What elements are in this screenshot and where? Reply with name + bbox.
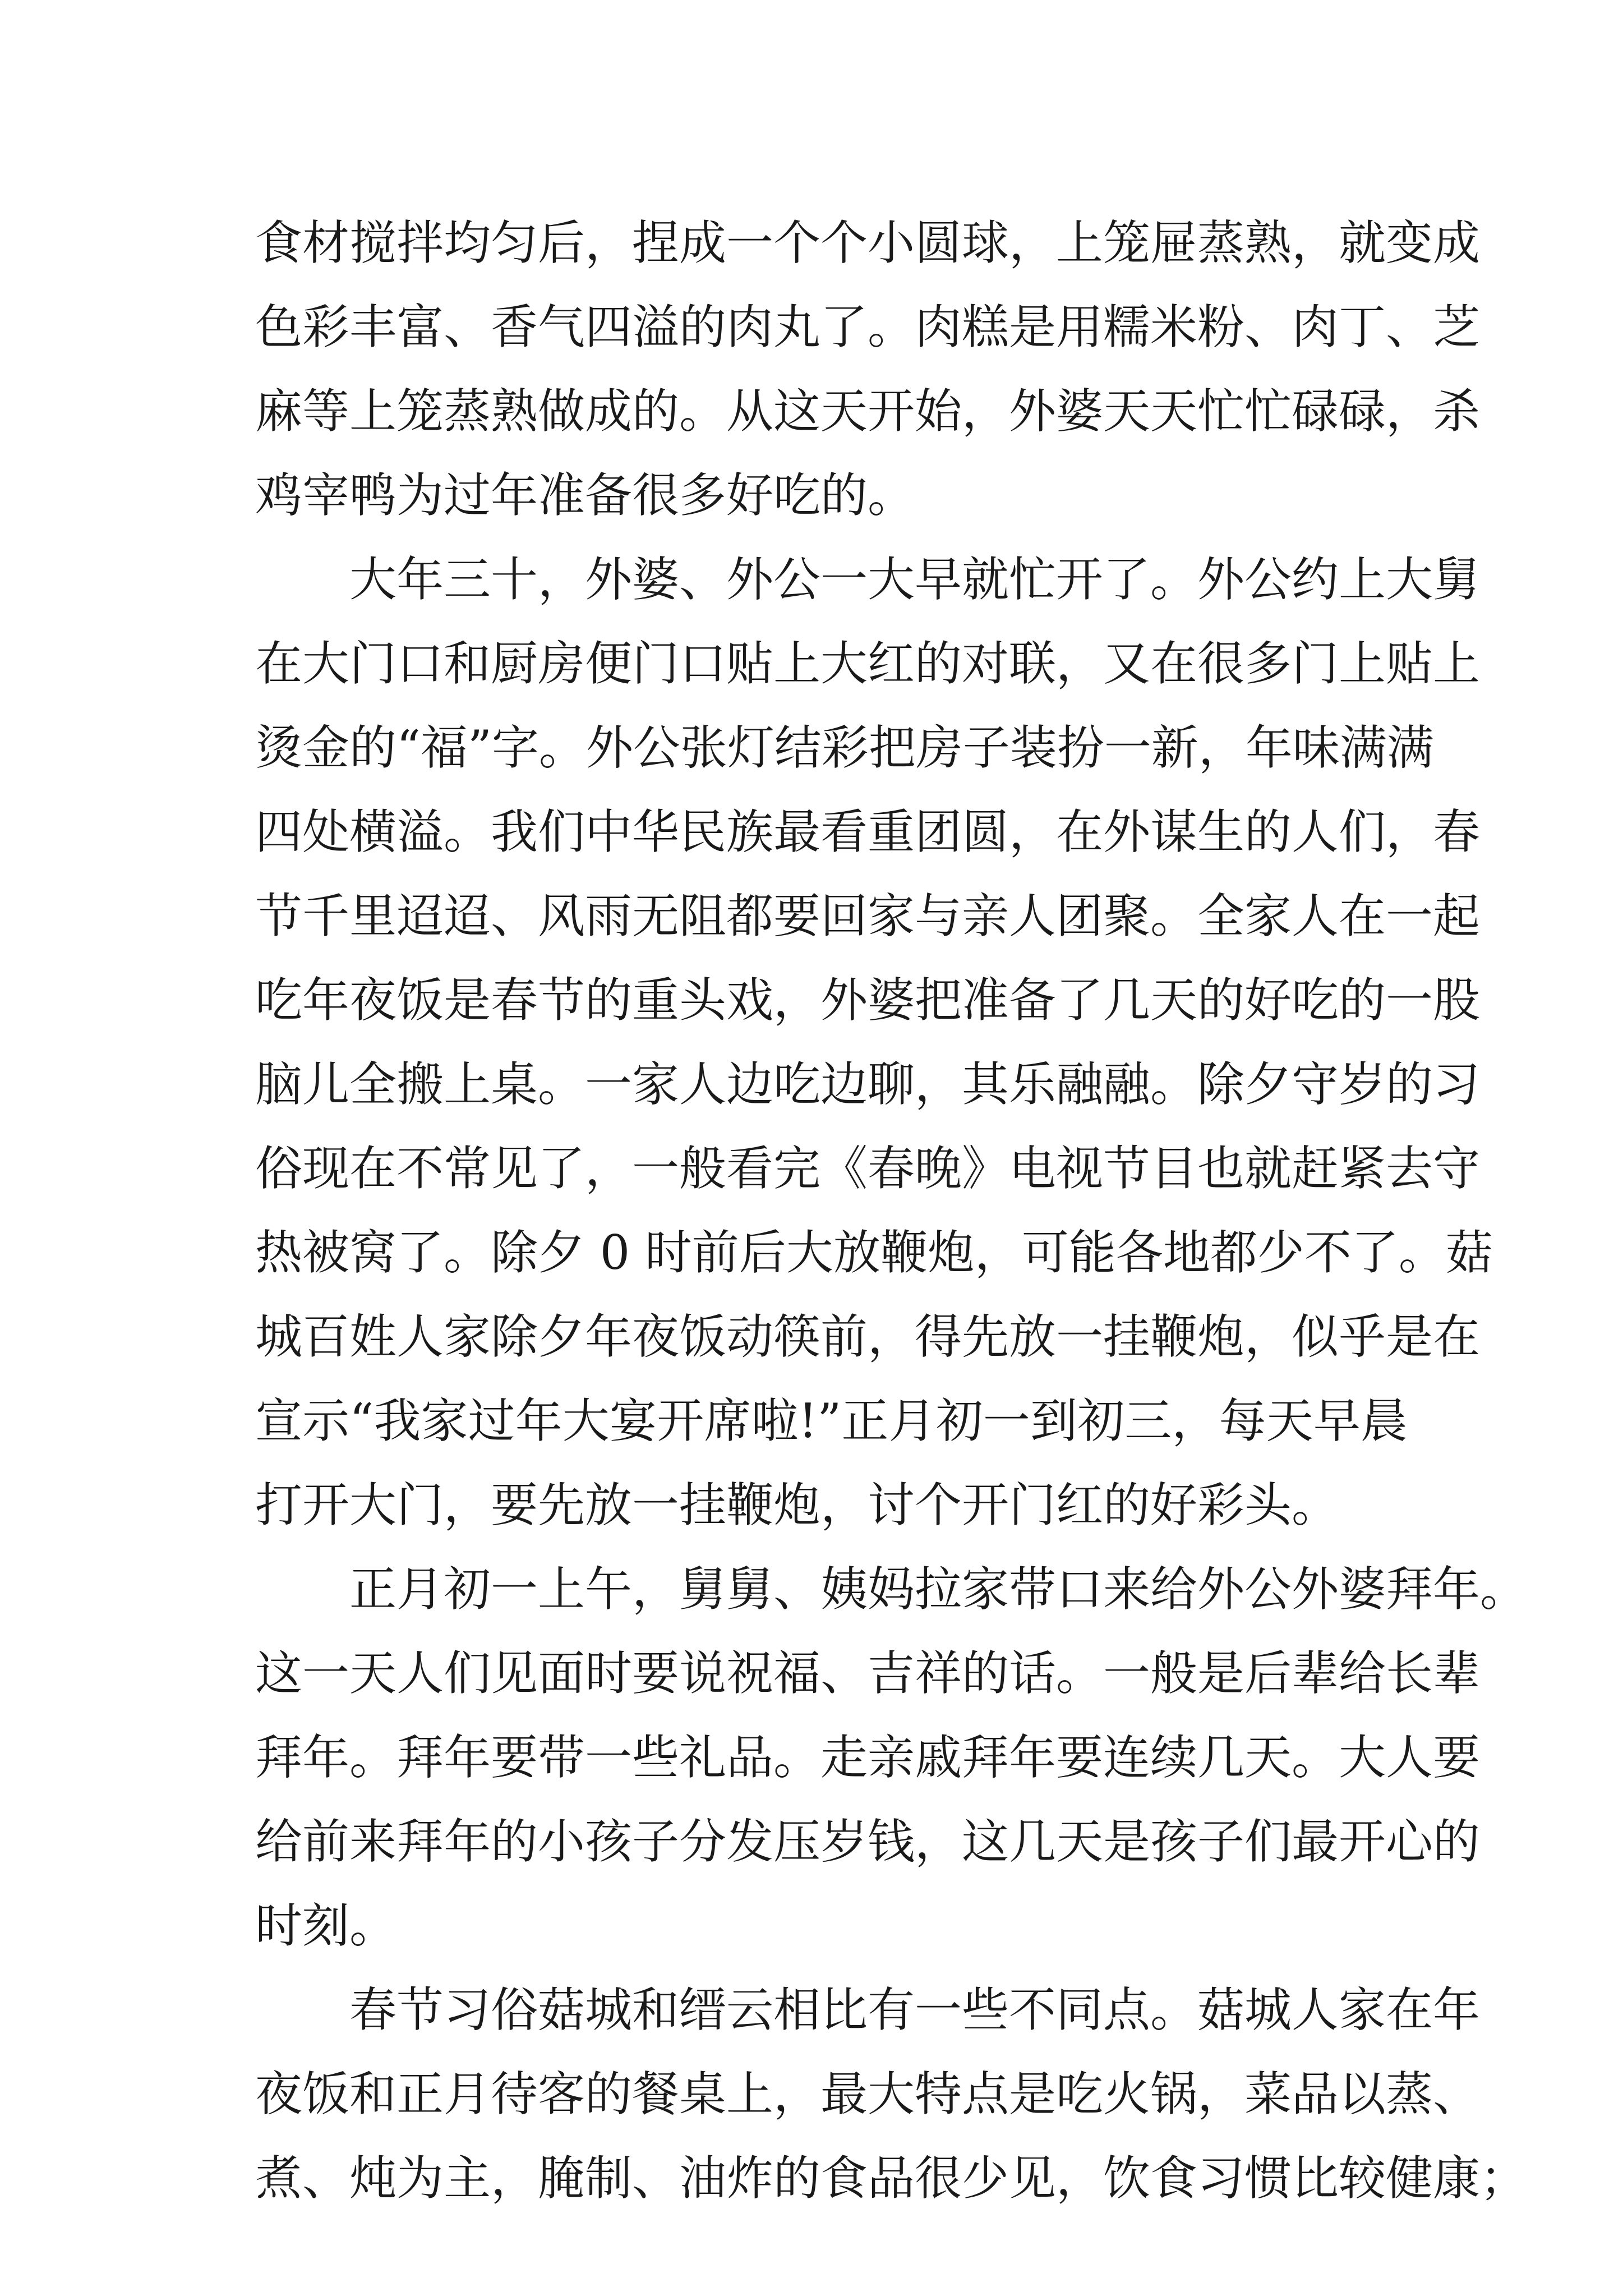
paragraph-line: 在大门口和厨房便门口贴上大红的对联，又在很多门上贴上 xyxy=(255,636,1481,691)
paragraph-line: 春节习俗菇城和缙云相比有一些不同点。菇城人家在年 xyxy=(349,1982,1481,2037)
paragraph-line: 大年三十，外婆、外公一大早就忙开了。外公约上大舅 xyxy=(349,552,1481,607)
paragraph-line: 色彩丰富、香气四溢的肉丸了。肉糕是用糯米粉、肉丁、芝 xyxy=(255,300,1481,355)
paragraph-line: 这一天人们见面时要说祝福、吉祥的话。一般是后辈给长辈 xyxy=(255,1646,1481,1701)
paragraph-line: 鸡宰鸭为过年准备很多好吃的。 xyxy=(255,468,915,523)
paragraph-line: 俗现在不常见了，一般看完《春晚》电视节目也就赶紧去守 xyxy=(255,1141,1481,1196)
paragraph-line: 城百姓人家除夕年夜饭动筷前，得先放一挂鞭炮，似乎是在 xyxy=(255,1309,1481,1364)
paragraph-line: 麻等上笼蒸熟做成的。从这天开始，外婆天天忙忙碌碌，杀 xyxy=(255,384,1481,439)
paragraph-line: 夜饭和正月待客的餐桌上，最大特点是吃火锅，菜品以蒸、 xyxy=(255,2067,1481,2122)
paragraph-line: 时刻。 xyxy=(255,1898,397,1953)
paragraph-line: 热被窝了。除夕 0 时前后大放鞭炮，可能各地都少不了。菇 xyxy=(255,1225,1493,1280)
paragraph-line: 吃年夜饭是春节的重头戏，外婆把准备了几天的好吃的一股 xyxy=(255,973,1481,1028)
paragraph-line: 给前来拜年的小孩子分发压岁钱，这几天是孩子们最开心的 xyxy=(255,1814,1481,1869)
document-body xyxy=(255,201,1528,2220)
paragraph-line: 烫金的“福”字。外公张灯结彩把房子装扮一新，年味满满 xyxy=(255,720,1434,775)
paragraph-line: 脑儿全搬上桌。一家人边吃边聊，其乐融融。除夕守岁的习 xyxy=(255,1057,1481,1112)
paragraph-line: 四处横溢。我们中华民族最看重团圆，在外谋生的人们，春 xyxy=(255,804,1481,859)
paragraph-line: 食材搅拌均匀后，捏成一个个小圆球，上笼屉蒸熟，就变成 xyxy=(255,215,1481,270)
paragraph-line: 煮、炖为主，腌制、油炸的食品很少见，饮食习惯比较健康； xyxy=(255,2151,1528,2206)
paragraph-line: 宣示“我家过年大宴开席啦!”正月初一到初三，每天早晨 xyxy=(255,1393,1408,1448)
paragraph-line: 正月初一上午，舅舅、姨妈拉家带口来给外公外婆拜年。 xyxy=(349,1562,1528,1617)
paragraph-line: 节千里迢迢、风雨无阻都要回家与亲人团聚。全家人在一起 xyxy=(255,889,1481,944)
paragraph-line: 打开大门，要先放一挂鞭炮，讨个开门红的好彩头。 xyxy=(255,1478,1339,1533)
paragraph-line: 拜年。拜年要带一些礼品。走亲戚拜年要连续几天。大人要 xyxy=(255,1730,1481,1785)
